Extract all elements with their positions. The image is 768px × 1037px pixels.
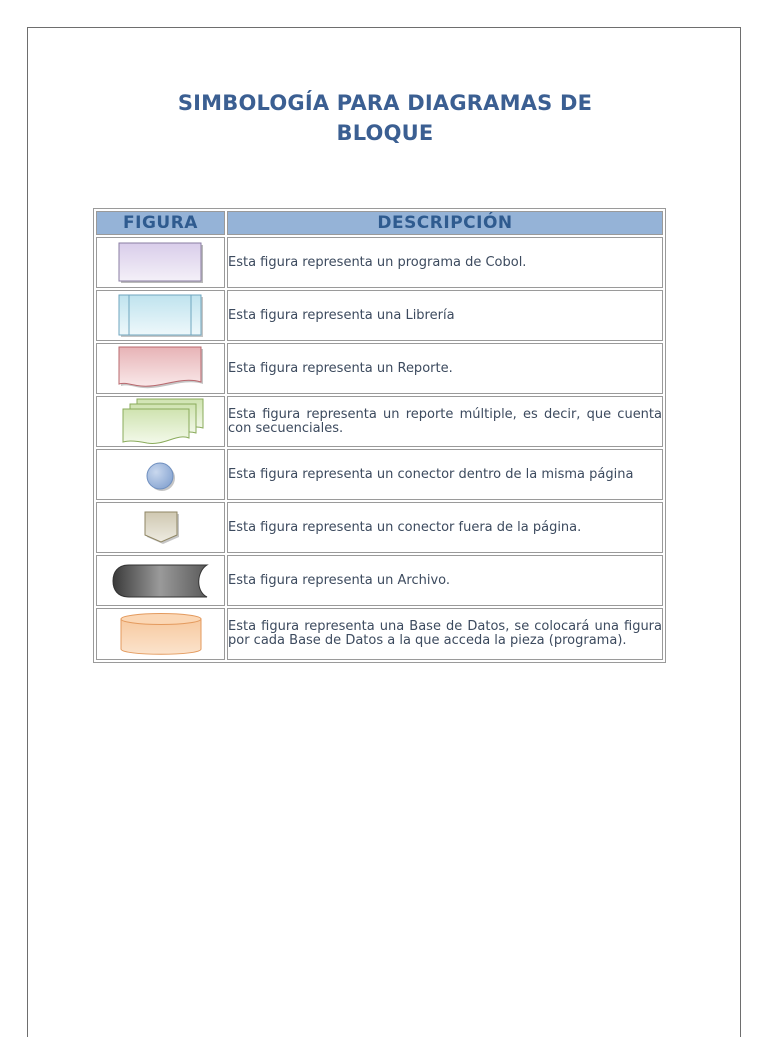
description-cell: Esta figura representa un conector dentro de la misma página bbox=[227, 449, 663, 500]
figure-cell bbox=[96, 343, 225, 394]
table-row bbox=[96, 449, 663, 500]
table-row bbox=[96, 290, 663, 341]
description-cell: Esta figura representa un conector fuera de la página. bbox=[227, 502, 663, 553]
figure-cell bbox=[96, 290, 225, 341]
database-symbol-icon bbox=[117, 609, 205, 659]
report-symbol-icon bbox=[117, 346, 205, 392]
program-symbol-icon bbox=[117, 242, 205, 284]
table-row bbox=[96, 396, 663, 447]
document-page bbox=[27, 27, 741, 1037]
figure-cell bbox=[96, 502, 225, 553]
page-title-line-2: BLOQUE bbox=[336, 121, 434, 145]
library-symbol-icon bbox=[117, 294, 205, 338]
table-header-row bbox=[96, 211, 663, 235]
table-row bbox=[96, 343, 663, 394]
description-cell: Esta figura representa un Reporte. bbox=[227, 343, 663, 394]
header-figura: FIGURA bbox=[96, 211, 225, 235]
figure-cell bbox=[96, 449, 225, 500]
description-cell: Esta figura representa un programa de Cobol. bbox=[227, 237, 663, 288]
off-page-connector-symbol-icon bbox=[141, 510, 181, 546]
figure-cell bbox=[96, 396, 225, 447]
figure-cell bbox=[96, 237, 225, 288]
table-row bbox=[96, 555, 663, 606]
page-title bbox=[28, 88, 742, 148]
description-cell: Esta figura representa una Librería bbox=[227, 290, 663, 341]
description-cell: Esta figura representa una Base de Datos, se colocará una figura por cada Base de Datos a la que acceda la pieza (programa). bbox=[227, 608, 663, 660]
symbology-table bbox=[93, 208, 666, 663]
figure-cell bbox=[96, 608, 225, 660]
page-title-line-1: SIMBOLOGÍA PARA DIAGRAMAS DE bbox=[177, 91, 593, 115]
table-row bbox=[96, 608, 663, 660]
description-cell: Esta figura representa un Archivo. bbox=[227, 555, 663, 606]
table-row bbox=[96, 237, 663, 288]
file-symbol-icon bbox=[111, 563, 211, 599]
figure-cell bbox=[96, 555, 225, 606]
table-row bbox=[96, 502, 663, 553]
header-descripcion: DESCRIPCIÓN bbox=[227, 211, 663, 235]
multiple-report-symbol-icon bbox=[117, 398, 205, 446]
description-cell: Esta figura representa un reporte múltiple, es decir, que cuenta con secuenciales. bbox=[227, 396, 663, 447]
on-page-connector-symbol-icon bbox=[141, 455, 181, 495]
